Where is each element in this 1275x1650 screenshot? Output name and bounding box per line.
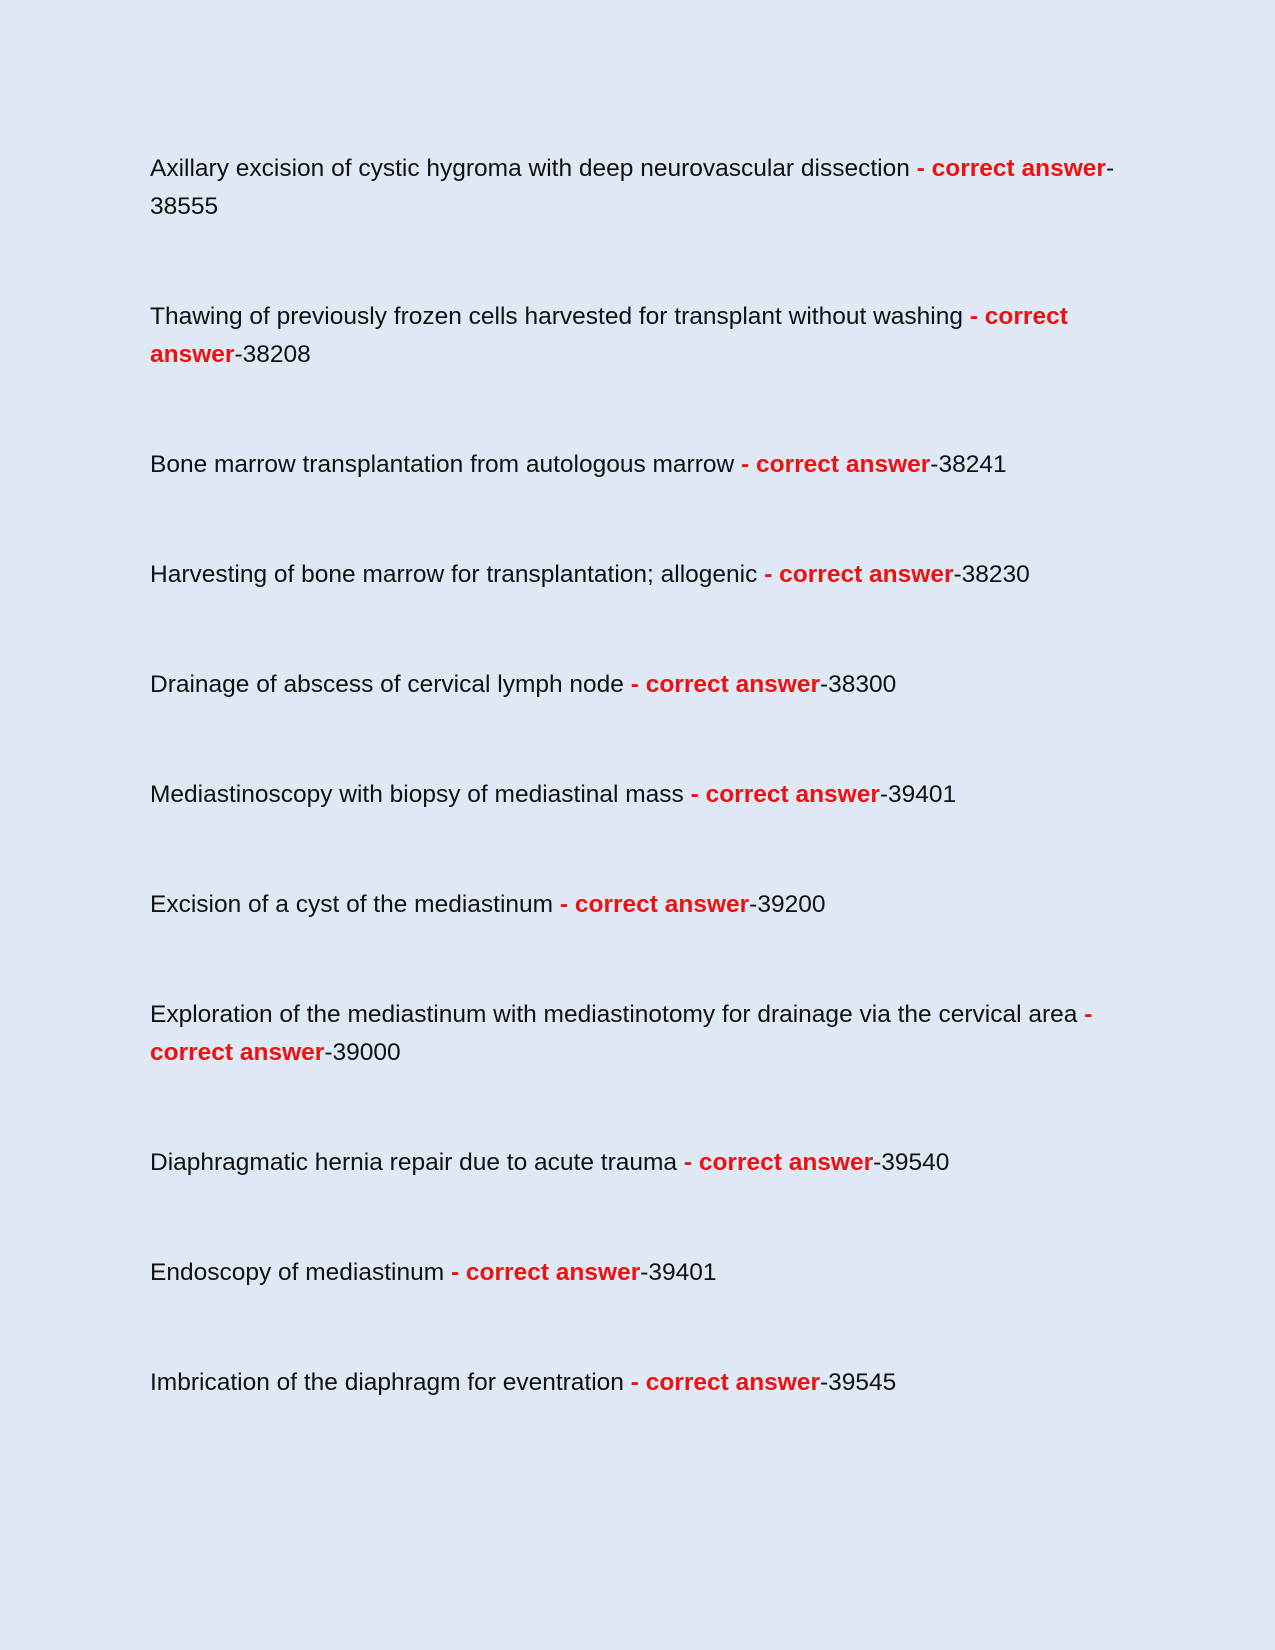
qa-item: [150, 886, 1125, 996]
qa-item: [150, 1144, 1125, 1254]
question-text: Axillary excision of cystic hygroma with deep neurovascular dissection: [150, 155, 910, 182]
answer-code: -38300: [820, 671, 897, 698]
answer-label: - correct answer: [683, 1149, 874, 1176]
answer-label: - correct answer: [559, 891, 750, 918]
qa-item: [150, 1254, 1125, 1364]
answer-label: - correct answer: [630, 671, 821, 698]
answer-label: - correct answer: [764, 561, 954, 588]
qa-item: [150, 1364, 1125, 1474]
answer-code: -38230: [953, 561, 1030, 588]
question-text: Harvesting of bone marrow for transplantation; allogenic: [150, 561, 758, 588]
question-text: Excision of a cyst of the mediastinum: [150, 891, 554, 918]
answer-code: -39401: [879, 781, 957, 808]
qa-item: [150, 996, 1125, 1144]
answer-code: -39200: [749, 891, 826, 918]
answer-code: -39000: [324, 1039, 401, 1066]
qa-item: [150, 776, 1125, 886]
qa-item: [150, 666, 1125, 776]
answer-code: -39401: [640, 1259, 717, 1286]
qa-item: [150, 556, 1125, 666]
answer-code: -38208: [234, 341, 311, 368]
question-text: Bone marrow transplantation from autologous marrow: [150, 451, 735, 478]
question-text: Imbrication of the diaphragm for eventration: [150, 1369, 624, 1396]
answer-label: - correct answer: [916, 155, 1106, 182]
question-text: Exploration of the mediastinum with mediastinotomy for drainage via the cervical area: [150, 1001, 1078, 1028]
question-text: Thawing of previously frozen cells harvested for transplant without washing: [150, 303, 963, 330]
question-text: Diaphragmatic hernia repair due to acute trauma: [150, 1149, 678, 1176]
answer-label: - correct answer: [690, 781, 880, 808]
answer-label: - correct answer: [150, 1001, 1093, 1066]
answer-label: - correct answer: [450, 1259, 641, 1286]
answer-label: - correct answer: [630, 1369, 821, 1396]
answer-code: -39540: [873, 1149, 950, 1176]
answer-code: -38241: [930, 451, 1007, 478]
qa-item: [150, 298, 1125, 446]
question-text: Endoscopy of mediastinum: [150, 1259, 445, 1286]
question-text: Drainage of abscess of cervical lymph node: [150, 671, 624, 698]
question-text: Mediastinoscopy with biopsy of mediastinal mass: [150, 781, 684, 808]
qa-item: [150, 150, 1125, 298]
answer-code: -38555: [150, 155, 1115, 220]
answer-label: - correct answer: [150, 303, 1068, 368]
answer-label: - correct answer: [741, 451, 931, 478]
answer-code: -39545: [820, 1369, 897, 1396]
qa-list: [150, 150, 1125, 1474]
qa-item: [150, 446, 1125, 556]
